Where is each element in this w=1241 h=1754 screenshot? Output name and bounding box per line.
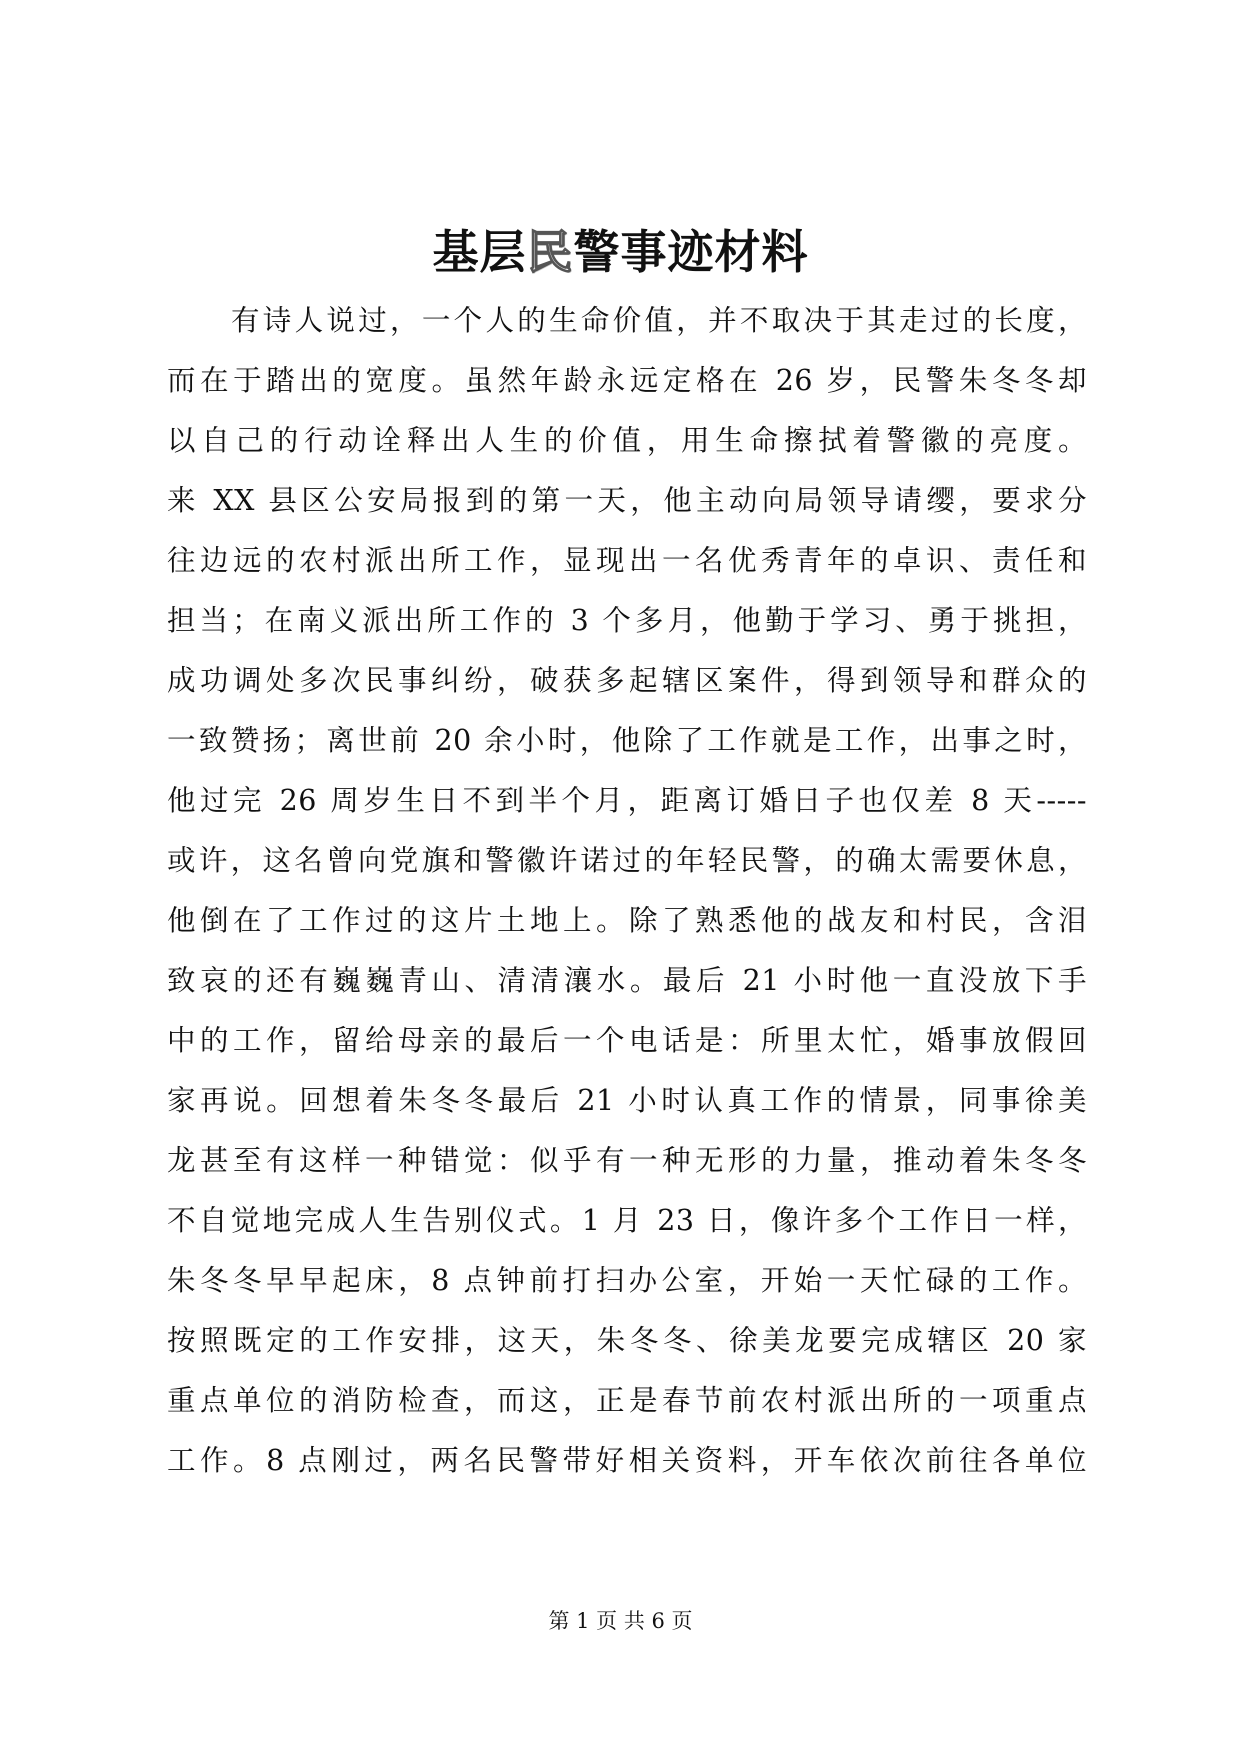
text-line-1: 有诗人说过，一个人的生命价值，并不取决于其走过的长度，: [231, 304, 1087, 337]
text-line-20: 工作。8 点刚过，两名民警带好相关资料，开车依次前往各单位: [167, 1444, 1087, 1477]
page-title: [0, 222, 1241, 282]
text-line-18: 按照既定的工作安排，这天，朱冬冬、徐美龙要完成辖区 20 家: [167, 1324, 1087, 1357]
title-part-1: 基层: [432, 225, 527, 279]
text-line-6: 担当；在南义派出所工作的 3 个多月，他勤于学习、勇于挑担，: [167, 604, 1087, 637]
title-part-3: 警事迹材料: [573, 225, 809, 279]
text-line-2: 而在于踏出的宽度。虽然年龄永远定格在 26 岁，民警朱冬冬却: [167, 364, 1087, 397]
text-line-7: 成功调处多次民事纠纷，破获多起辖区案件，得到领导和群众的: [167, 664, 1087, 697]
text-line-12: 致哀的还有巍巍青山、清清瀼水。最后 21 小时他一直没放下手: [167, 964, 1087, 997]
title-part-2-outlined: 民: [526, 225, 574, 279]
text-line-15: 龙甚至有这样一种错觉：似乎有一种无形的力量，推动着朱冬冬: [167, 1144, 1087, 1177]
text-line-17: 朱冬冬早早起床，8 点钟前打扫办公室，开始一天忙碌的工作。: [167, 1264, 1087, 1297]
text-line-3: 以自己的行动诠释出人生的价值，用生命擦拭着警徽的亮度。: [167, 424, 1087, 457]
body-paragraph: [167, 291, 1087, 1491]
text-line-11: 他倒在了工作过的这片土地上。除了熟悉他的战友和村民，含泪: [167, 904, 1087, 937]
text-line-13: 中的工作，留给母亲的最后一个电话是：所里太忙，婚事放假回: [167, 1024, 1087, 1057]
text-line-16: 不自觉地完成人生告别仪式。1 月 23 日，像许多个工作日一样，: [167, 1204, 1087, 1237]
page-footer: 第 1 页 共 6 页: [548, 1609, 693, 1633]
text-line-4: 来 XX 县区公安局报到的第一天，他主动向局领导请缨，要求分: [167, 484, 1087, 517]
text-line-8: 一致赞扬；离世前 20 余小时，他除了工作就是工作，出事之时，: [167, 724, 1087, 757]
text-line-9: 他过完 26 周岁生日不到半个月，距离订婚日子也仅差 8 天-----: [167, 784, 1087, 817]
text-line-19: 重点单位的消防检查，而这，正是春节前农村派出所的一项重点: [167, 1384, 1087, 1417]
text-line-14: 家再说。回想着朱冬冬最后 21 小时认真工作的情景，同事徐美: [167, 1084, 1087, 1117]
text-line-5: 往边远的农村派出所工作，显现出一名优秀青年的卓识、责任和: [167, 544, 1087, 577]
text-line-10: 或许，这名曾向党旗和警徽许诺过的年轻民警，的确太需要休息，: [167, 844, 1087, 877]
